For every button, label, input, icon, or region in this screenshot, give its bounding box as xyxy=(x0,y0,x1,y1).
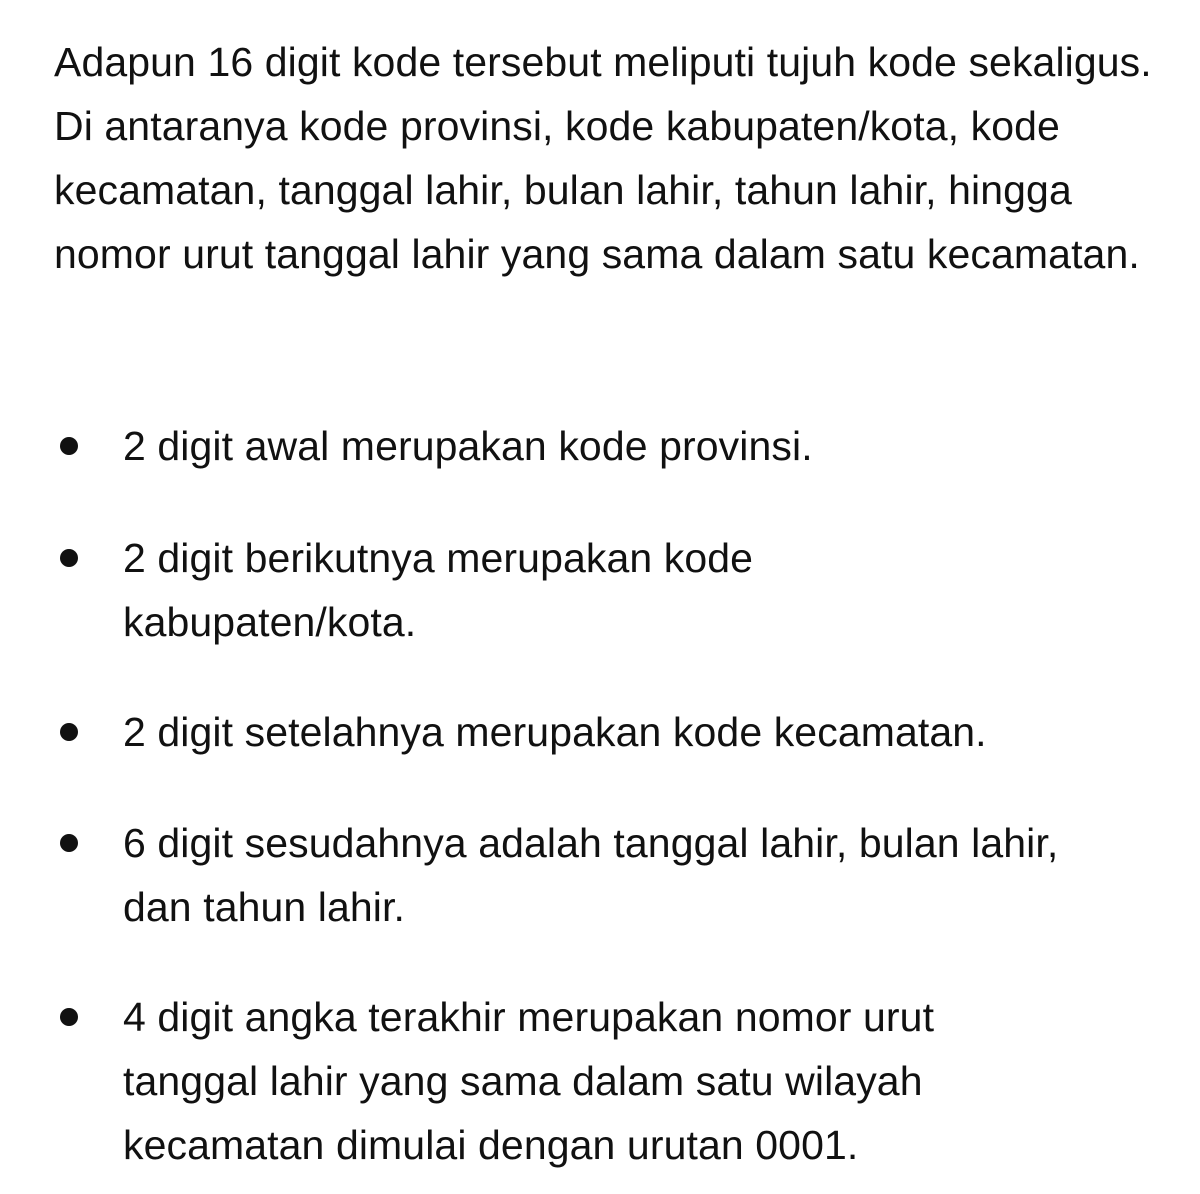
bullet-icon xyxy=(60,723,78,741)
list-item-text: 2 digit berikutnya merupakan kode kabupaten/kota. xyxy=(123,535,754,645)
list-item-text: 6 digit sesudahnya adalah tanggal lahir, bulan lahir, dan tahun lahir. xyxy=(123,820,1059,930)
bullet-icon xyxy=(60,437,78,455)
list-item-text: 2 digit setelahnya merupakan kode kecamatan. xyxy=(123,709,987,755)
bullet-icon xyxy=(60,834,78,852)
list-item-text: 4 digit angka terakhir merupakan nomor urut tanggal lahir yang sama dalam satu wilayah kecamatan dimulai dengan urutan 0001. xyxy=(123,994,935,1168)
bullet-icon xyxy=(60,1008,78,1026)
intro-paragraph: Adapun 16 digit kode tersebut meliputi tujuh kode sekaligus. Di antaranya kode provinsi, kode kabupaten/kota, kode kecamatan, tanggal lahir, bulan lahir, tahun lahir, hingga nomor urut tanggal lahir yang sama dalam satu kecamatan. xyxy=(54,39,1152,277)
bullet-icon xyxy=(60,549,78,567)
list-item-text: 2 digit awal merupakan kode provinsi. xyxy=(123,423,813,469)
